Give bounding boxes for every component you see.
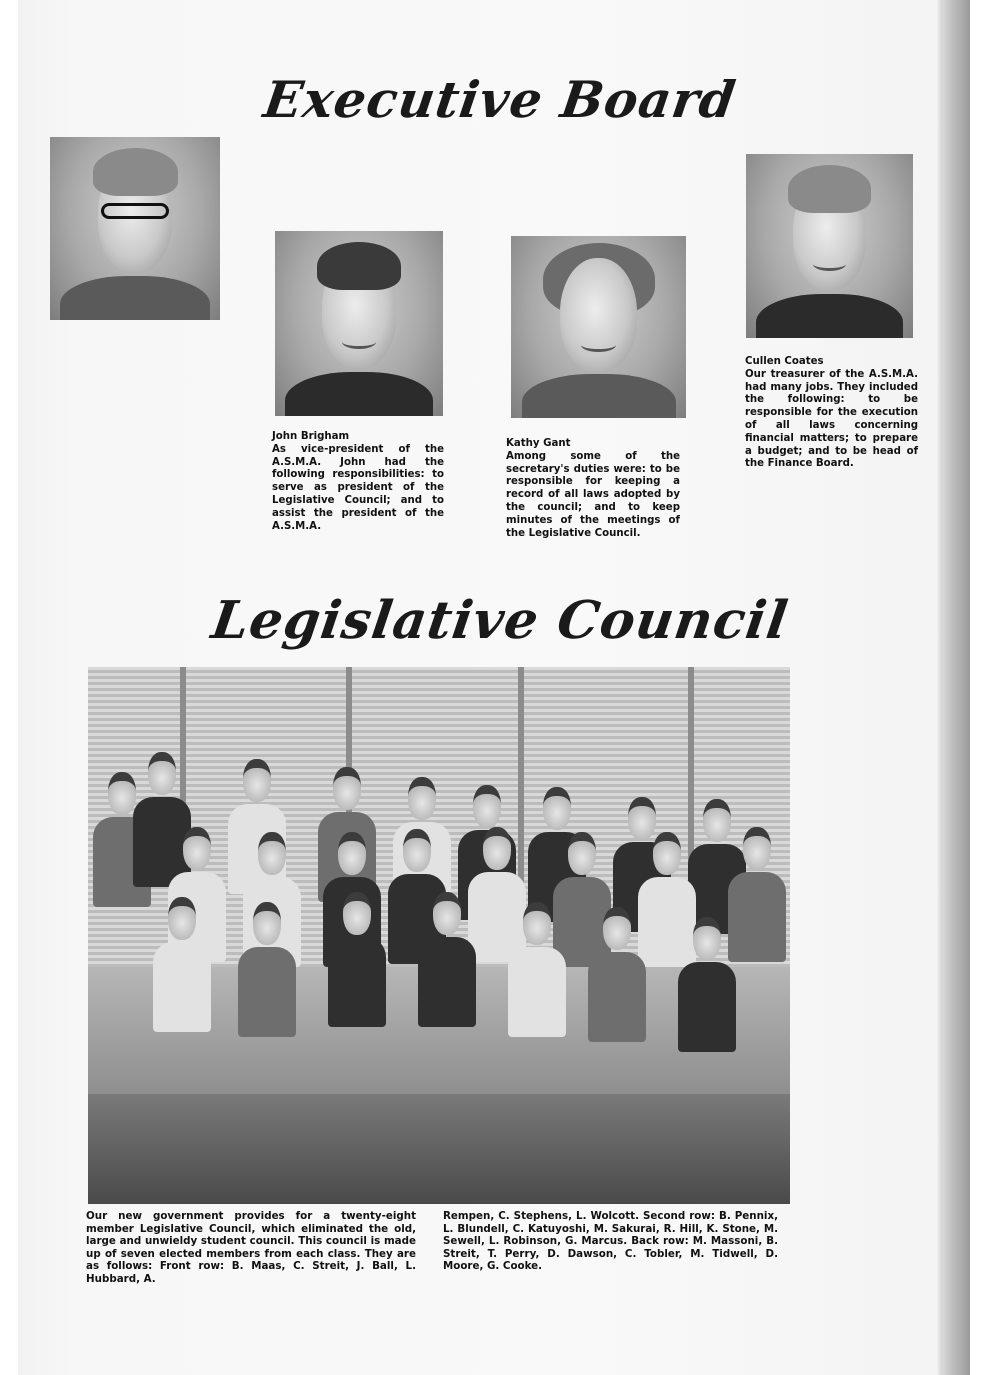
secretary-name: Kathy Gant <box>506 438 571 449</box>
treasurer-caption <box>745 356 918 471</box>
floor <box>88 1094 790 1204</box>
group-caption-left: Our new government provides for a twenty-eight member Legislative Council, which eliminated the old, large and unwieldy student council. This council is made up of seven elected members from each class. They are as follows: Front row: B. Maas, C. Streit, J. Ball, L. Hubbard, A. <box>86 1210 416 1285</box>
vice-president-caption <box>272 431 444 533</box>
book-spine <box>942 0 970 1375</box>
secretary-caption <box>506 438 680 540</box>
treasurer-name: Cullen Coates <box>745 356 824 367</box>
legislative-council-group-photo <box>88 667 790 1204</box>
executive-board-heading: Executive Board <box>260 70 740 129</box>
portrait-kathy-gant <box>511 236 686 418</box>
vice-president-name: John Brigham <box>272 431 350 442</box>
portrait-cullen-coates <box>746 154 913 338</box>
secretary-description: Among some of the secretary's duties were: to be responsible for keeping a record of all laws adopted by the council; and to keep minutes of the meetings of the Legislative Council. <box>506 450 680 539</box>
vice-president-description: As vice-president of the A.S.M.A. John had the following responsibilities: to serve as president of the Legislative Council; and to assist the president of the A.S.M.A. <box>272 443 444 532</box>
treasurer-description: Our treasurer of the A.S.M.A. had many jobs. They included the following: to be responsible for the execution of all laws concerning financial matters; to prepare a budget; and to be head of the Finance Board. <box>745 368 918 470</box>
portrait-president <box>50 137 220 320</box>
legislative-council-heading: Legislative Council <box>207 590 793 651</box>
group-caption-right: Rempen, C. Stephens, L. Wolcott. Second row: B. Pennix, L. Blundell, C. Katuyoshi, M. Sakurai, R. Hill, K. Stone, M. Sewell, L. Robinson, G. Marcus. Back row: M. Massoni, B. Streit, T. Perry, D. Dawson, C. Tobler, M. Tidwell, D. Moore, G. Cooke. <box>443 1210 778 1273</box>
portrait-john-brigham <box>275 231 443 416</box>
glasses-icon <box>101 203 169 219</box>
